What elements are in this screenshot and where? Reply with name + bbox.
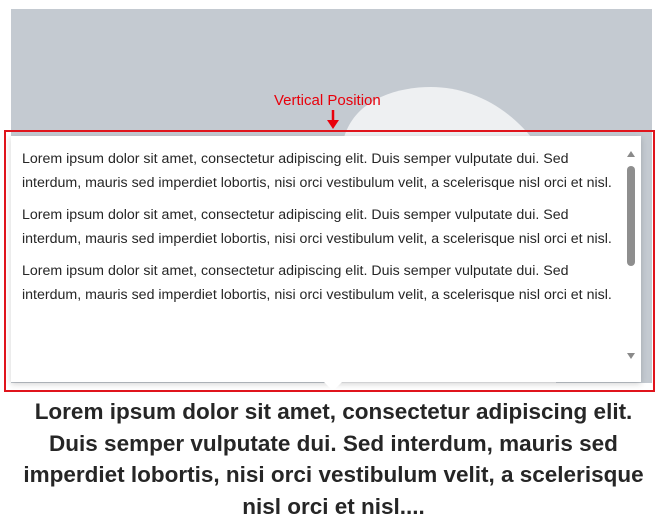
scroll-up-icon[interactable] bbox=[627, 151, 635, 157]
popover-paragraph: Lorem ipsum dolor sit amet, consectetur adipiscing elit. Duis semper vulputate dui. Sed interdum, mauris sed imperdiet lobortis, nisi orci vestibulum velit, a scelerisque nisl orci et nisl. bbox=[22, 263, 612, 303]
vertical-scrollbar[interactable] bbox=[625, 146, 637, 364]
popover-paragraph: Lorem ipsum dolor sit amet, consectetur adipiscing elit. Duis semper vulputate dui. Sed interdum, mauris sed imperdiet lobortis, nisi orci vestibulum velit, a scelerisque nisl orci et nisl. bbox=[22, 151, 612, 191]
scroll-thumb[interactable] bbox=[627, 166, 635, 266]
popover-paragraph: Lorem ipsum dolor sit amet, consectetur adipiscing elit. Duis semper vulputate dui. Sed interdum, mauris sed imperdiet lobortis, nisi orci vestibulum velit, a scelerisque nisl orci et nisl. bbox=[22, 207, 612, 247]
popover-content[interactable] bbox=[22, 148, 618, 362]
popover-caret-icon bbox=[322, 380, 344, 391]
scroll-down-icon[interactable] bbox=[627, 353, 635, 359]
down-arrow-icon bbox=[326, 110, 340, 130]
popover-panel bbox=[11, 136, 641, 382]
vertical-position-annotation: Vertical Position bbox=[274, 92, 381, 109]
caption-text[interactable]: Lorem ipsum dolor sit amet, consectetur adipiscing elit. Duis semper vulputate dui. Sed interdum, mauris sed imperdiet lobortis, nisi orci vestibulum velit, a scelerisque nisl orci et nisl.... bbox=[23, 399, 644, 519]
